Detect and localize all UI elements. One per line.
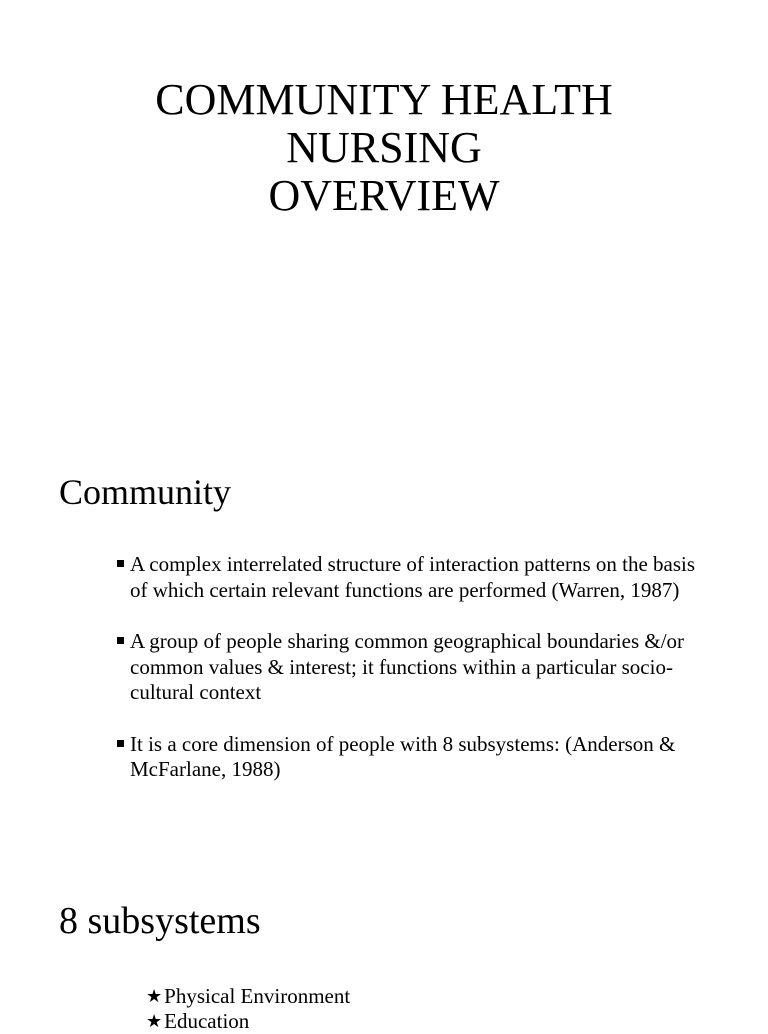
subsystem-label: Physical Environment: [164, 984, 351, 1008]
bullet-item: [117, 629, 717, 706]
bullet-text: It is a core dimension of people with 8 subsystems: (Anderson & McFarlane, 1988): [130, 731, 676, 781]
subsystems-heading: 8 subsystems: [59, 900, 261, 942]
square-bullet-icon: [117, 637, 124, 644]
subsystem-label: Education: [164, 1009, 250, 1033]
square-bullet-icon: [117, 560, 124, 567]
slide-title: [0, 76, 768, 220]
bullet-item: [117, 732, 717, 783]
title-line-1: COMMUNITY HEALTH: [155, 75, 613, 124]
bullet-text: A complex interrelated structure of interaction patterns on the basis of which certain relevant functions are performed (Warren, 1987): [130, 552, 696, 602]
community-heading: Community: [59, 472, 232, 512]
subsystem-item: [146, 1009, 350, 1034]
star-icon: ★: [146, 1011, 163, 1031]
bullet-item: [117, 552, 717, 603]
bullet-text: A group of people sharing common geographical boundaries &/or common values & interest; it functions within a particular socio-cultural context: [130, 629, 685, 704]
star-icon: ★: [146, 986, 163, 1006]
square-bullet-icon: [117, 740, 124, 747]
title-line-2: NURSING: [286, 123, 482, 172]
subsystem-item: [146, 984, 350, 1009]
community-bullet-list: [117, 552, 717, 809]
title-line-3: OVERVIEW: [268, 171, 500, 220]
subsystems-list: [146, 984, 350, 1034]
